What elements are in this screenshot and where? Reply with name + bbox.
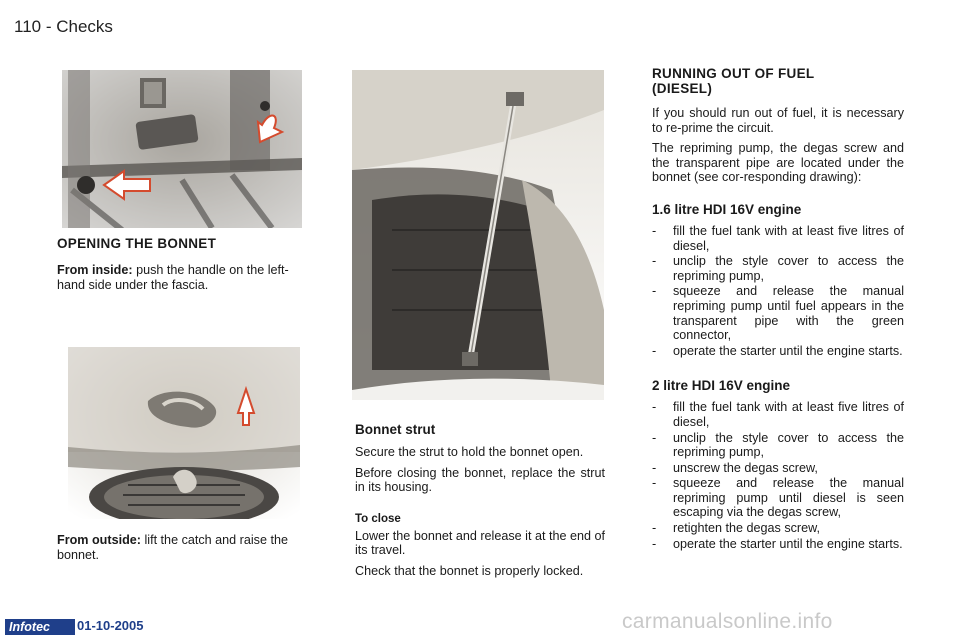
from-inside-paragraph xyxy=(57,263,312,292)
photo-bonnet-strut-drawing xyxy=(352,70,604,400)
to-close-title: To close xyxy=(355,512,401,525)
list-item: - unscrew the degas screw, xyxy=(652,461,904,476)
list-item: - squeeze and release the manual repriming pump until fuel appears in the transparent pipe with the green connector, xyxy=(652,284,904,342)
list-item: - operate the starter until the engine starts. xyxy=(652,344,904,359)
from-outside-label: From outside: xyxy=(57,533,141,547)
bonnet-strut-p2: Before closing the bonnet, replace the strut in its housing. xyxy=(355,465,605,495)
engine-16-title: 1.6 litre HDI 16V engine xyxy=(652,201,802,217)
section-name: Checks xyxy=(56,17,113,36)
photo-outside-catch-drawing xyxy=(68,347,300,519)
list-item: - squeeze and release the manual repriming pump until diesel is seen escaping via the degas screw, xyxy=(652,476,904,520)
section-running-out-of-fuel xyxy=(652,66,904,552)
from-outside-paragraph xyxy=(57,533,312,562)
list-item: - unclip the style cover to access the repriming pump, xyxy=(652,431,904,460)
list-item: - operate the starter until the engine starts. xyxy=(652,537,904,552)
to-close-p2: Check that the bonnet is properly locked. xyxy=(355,563,584,578)
photo-outside-catch xyxy=(68,347,300,519)
engine-2-title: 2 litre HDI 16V engine xyxy=(652,378,791,394)
photo-inside-handle-drawing xyxy=(62,70,302,228)
opening-bonnet-title: OPENING THE BONNET xyxy=(57,236,217,251)
page-number: 110 xyxy=(14,17,42,36)
header-separator: - xyxy=(45,17,52,36)
section-from-outside xyxy=(57,533,312,568)
bonnet-strut-p1: Secure the strut to hold the bonnet open. xyxy=(355,445,584,459)
list-item: - fill the fuel tank with at least five litres of diesel, xyxy=(652,400,904,429)
from-outside-text: lift the catch and raise the bonnet. xyxy=(57,533,288,562)
fuel-title-line2: (DIESEL) xyxy=(652,81,713,96)
photo-inside-handle xyxy=(62,70,302,228)
from-inside-label: From inside: xyxy=(57,263,133,277)
engine-16-steps xyxy=(652,224,904,358)
fuel-intro-1: If you should run out of fuel, it is necessary to re-prime the circuit. xyxy=(652,106,904,135)
infotec-logo: Infotec xyxy=(5,619,75,635)
from-inside-text: push the handle on the left-hand side under the fascia. xyxy=(57,263,289,292)
fuel-title xyxy=(652,66,904,96)
engine-2-steps xyxy=(652,400,904,551)
page-header xyxy=(14,17,113,37)
list-item: - fill the fuel tank with at least five litres of diesel, xyxy=(652,224,904,253)
section-opening-bonnet xyxy=(57,236,312,298)
watermark: carmanualsonline.info xyxy=(622,610,833,633)
list-item: - retighten the degas screw, xyxy=(652,521,904,536)
photo-bonnet-strut xyxy=(352,70,604,400)
fuel-title-line1: RUNNING OUT OF FUEL xyxy=(652,66,815,81)
to-close-p1: Lower the bonnet and release it at the end of its travel. xyxy=(355,528,605,558)
bonnet-strut-title: Bonnet strut xyxy=(355,422,436,437)
fuel-intro-2: The repriming pump, the degas screw and the transparent pipe are located under the bonnet (see cor-responding drawing): xyxy=(652,141,904,185)
list-item: - unclip the style cover to access the repriming pump, xyxy=(652,254,904,283)
section-bonnet-strut xyxy=(355,422,605,585)
footer-date: 01-10-2005 xyxy=(77,618,144,633)
